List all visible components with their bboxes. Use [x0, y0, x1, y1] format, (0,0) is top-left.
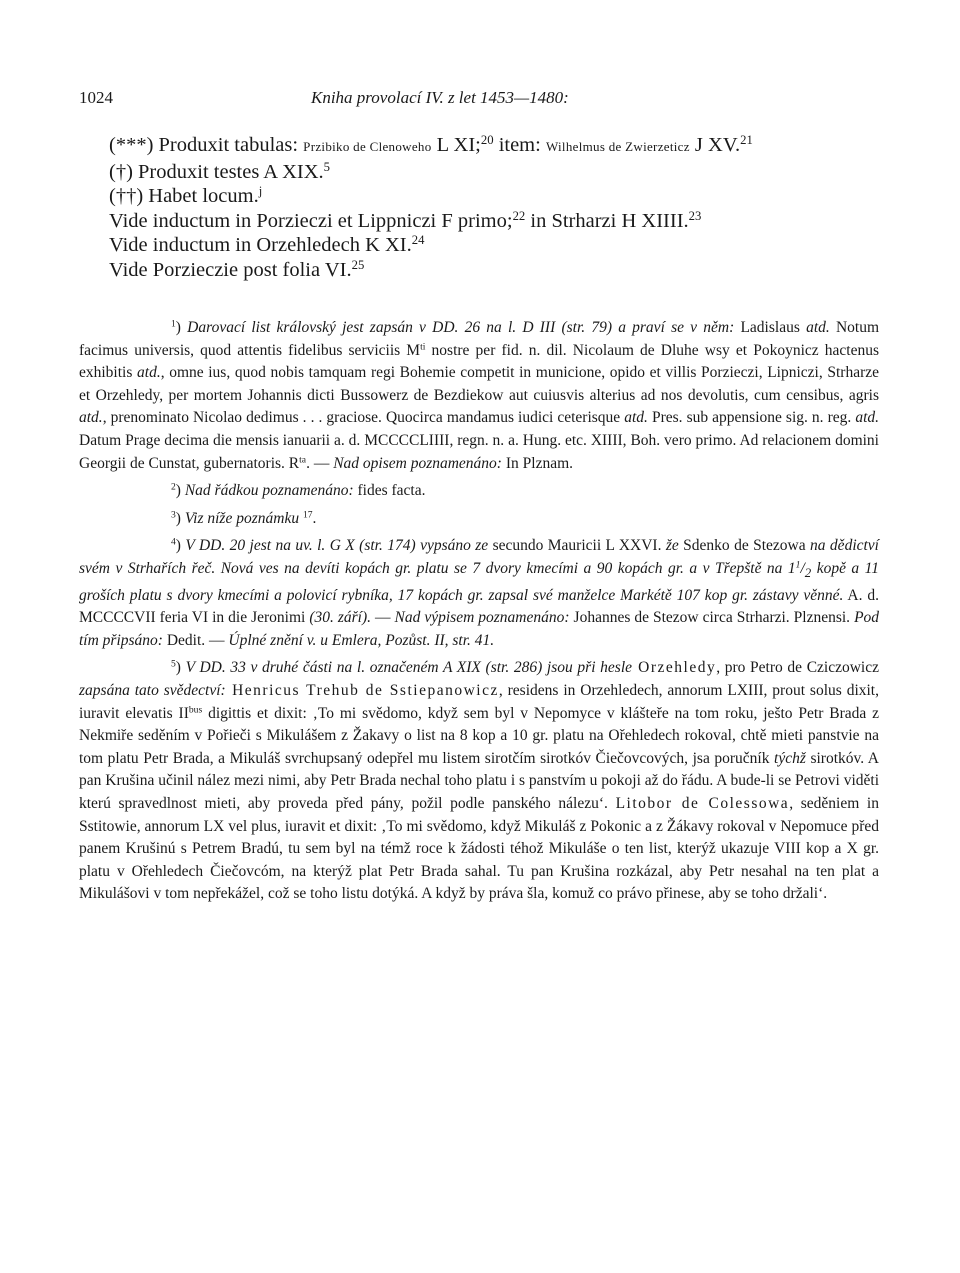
footnote-4: $^4$) V DD. 20 jest na uv. l. G X (str. 174) vypsáno ze secundo Mauricii L XXVI. že Sdenko de Stezowa na dědictví svém v Strhařích řeč. Nová ves na devíti kopách gr. platu se 7 dvory kmecími a 90 kopách gr. a v Třepště na $1^1/_2$ kopě a 11 groších platu s dvory kmecími a polovicí rybníka, 17 kopách gr. zapsal své manželce Markétě 107 kop gr. zástavy věnné. A. d. MCCCCVII feria VI in die Jeronimi (30. září). — Nad výpisem poznamenáno: Johannes de Stezow circa Strharzi. Plznensi. Pod tím připsáno: Dedit. — Úplné znění v. u Emlera, Pozůst. II, str. 41. [79, 537, 880, 649]
footnote-5: $^5$) V DD. 33 v druhé části na l. označeném A XIX (str. 286) jsou při hesle Orzehledy, pro Petro de Cziczowicz zapsána tato svědectví: Henricus Trehub de Sstiepanowicz, residens in Orzehledech, annorum LXIII, prout solus dixit, iuravit elevatis $II^{bus}$ digittis et dixit: ‚To mi svědomo, když sem byl v Nepomyce v klášteře na tom roku, ješto Petr Brada z Nekmiře seděním v Pořieči s Mikulášem z Žakavy o list na 8 kop a 10 gr. platu na Ořehledech rokoval, chtě mieti panstvie na tom platu Petr Brada, a Mikuláš svrchupsaný odepřel mu listem sirotčím sirotkóv Čiečovcových, jsa poručník týchž sirotkóv. A pan Krušina učinil nález mezi nimi, aby Petr Brada nechal toho platu i s panstvím u pokoji až do řádu. A bude-li se Petrovi viděti kterú spravedlnost mieti, aby proveda před pány, požil podle panského nálezu‘. Litobor de Colessowa, seděniem in Sstitowie, annorum LX vel plus, iuravit et dixit: ‚To mi svědomo, když Mikuláš z Pokonic a z Žákavy rokoval v Nepomuce před panem Krušinú s Petrem Bradú, tu sem byl na témž roce k žádosti téhož Mikuláše o ten list, kterýž ukazuje VIII kop a X gr. platu v Ořehledech Čiečovcóm, na kterýž plat Petr Brada sahal. Tu pan Krušina rozkázal, aby Petr nesahal na ten plat a Mikulášovi v tom nepřekážel, což se toho listu dotýká. A když by práva šla, komuž co právo přinese, aby se toho držali‘. [79, 659, 880, 903]
main-text [79, 133, 879, 282]
footnote-marker: 3 [171, 509, 176, 521]
footnote-marker: 2 [171, 481, 176, 493]
footnote-2: $^2$) Nad řádkou poznamenáno: fides facta. [171, 481, 426, 500]
entry-habet-locum: (††) Habet locum.$^j$ [109, 184, 263, 207]
running-header [79, 88, 881, 112]
footnote-marker: 1 [171, 318, 176, 330]
footnote-1: $^1$) Darovací list královský jest zapsán v DD. 26 na l. D III (str. 79) a praví se v něm: Ladislaus atd. Notum facimus universis, quod attentis fidelibus serviciis $M^{ti}$ nostre per fid. n. dil. Nicolaum de Dluhe wsy et Pokoynicz hactenus exhibitis atd., omne ius, quod nobis tamquam regi Bohemie competit in municione, opido et villis Porzieczi, Lipniczi, Strharze et Orzehledy, per mortem Johannis dicti Bussowerz de Bezdiekow aut cuiusvis alterius ad nos devolutis, cum censibus, agris atd., prenominato Nicolao dedimus . . . graciose. Quocirca mandamus iudici ceterisque atd. Pres. sub appensione sig. n. reg. atd. Datum Prage decima die mensis ianuarii a. d. MCCCCLIIII, regn. n. a. Hung. etc. XIIII, Boh. vero primo. Ad relacionem domini Georgii de Cunstat, gubernatoris. $R^{ta}$. — Nad opisem poznamenáno: In Plznam. [79, 318, 880, 472]
entry-vide-porzieczi: Vide inductum in Porzieczi et Lippniczi F primo;$^{22}$ in Strharzi H XIIII.$^{23}$ [109, 208, 702, 232]
entry-produxit-tabulas: (***) Produxit tabulas: Przibiko de Clenoweho L XI;$^{20}$ item: Wilhelmus de Zwierzeticz J XV.$^{21}$ [109, 133, 753, 156]
footnotes [79, 317, 879, 906]
entry-produxit-testes: (†) Produxit testes A XIX.$^5$ [109, 159, 331, 183]
footnote-marker: 4 [171, 537, 176, 549]
footnote-3: $^3$) Viz níže poznámku $^{17}$. [171, 509, 317, 527]
entry-vide-folia: Vide Porzieczie post folia VI.$^{25}$ [109, 257, 365, 281]
running-title: Kniha provolací IV. z let 1453—1480: [311, 88, 569, 107]
footnote-marker: 5 [171, 659, 176, 671]
entry-vide-orzehledech: Vide inductum in Orzehledech K XI.$^{24}$ [109, 233, 425, 256]
page-number: 1024 [79, 88, 113, 107]
